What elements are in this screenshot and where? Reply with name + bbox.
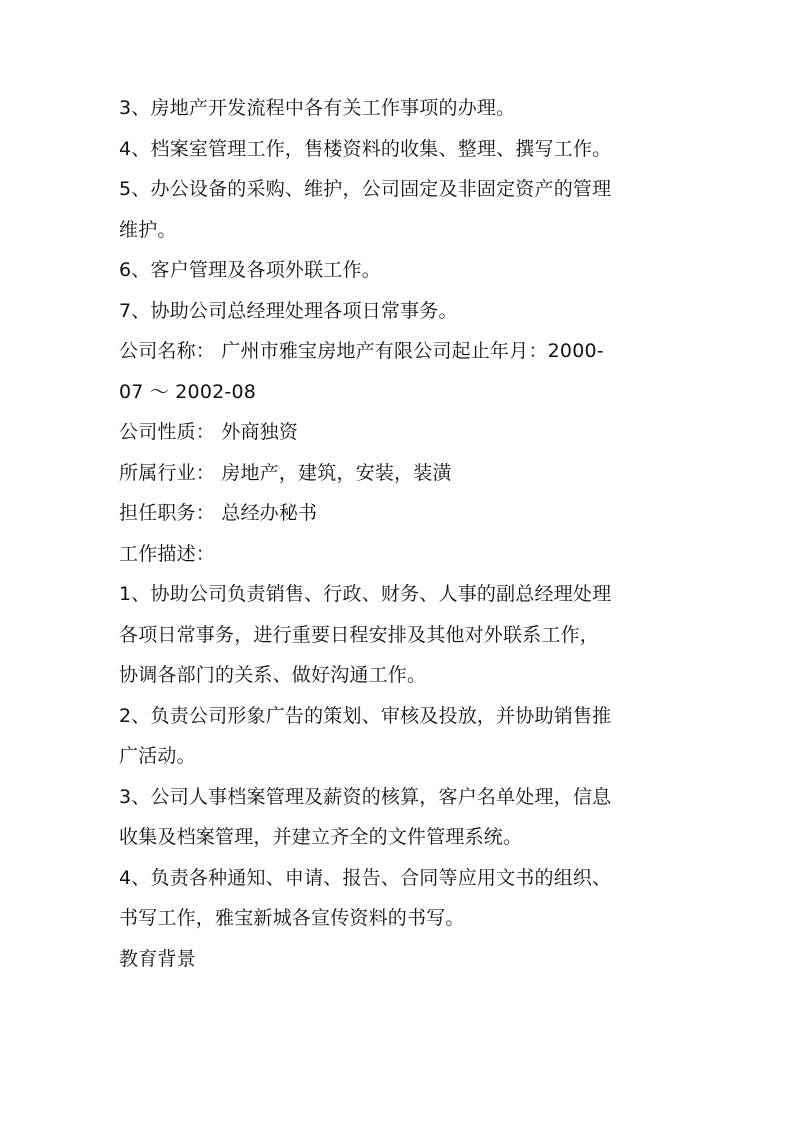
document-body: [119, 88, 679, 979]
text-line: 广活动。: [119, 745, 196, 767]
text-line: 协调各部门的关系、做好沟通工作。: [119, 664, 427, 686]
text-line: 各项日常事务，进行重要日程安排及其他对外联系工作，: [119, 623, 600, 646]
text-line: 07 ～ 2002-08: [119, 380, 257, 403]
text-line: 4、负责各种通知、申请、报告、合同等应用文书的组织、: [119, 866, 612, 889]
text-line: 收集及档案管理，并建立齐全的文件管理系统。: [119, 826, 523, 848]
text-line: 书写工作，雅宝新城各宣传资料的书写。: [119, 907, 465, 929]
text-line: 3、房地产开发流程中各有关工作事项的办理。: [119, 97, 516, 119]
text-line: 公司名称： 广州市雅宝房地产有限公司起止年月：2000-: [119, 340, 604, 362]
text-line: 6、客户管理及各项外联工作。: [119, 259, 381, 281]
text-line: 所属行业： 房地产，建筑，安装，装潢: [119, 461, 452, 484]
text-line: 4、档案室管理工作，售楼资料的收集、整理、撰写工作。: [119, 137, 612, 160]
text-line: 维护。: [119, 218, 177, 241]
text-line: 5、办公设备的采购、维护，公司固定及非固定资产的管理: [119, 178, 612, 200]
text-line: 7、协助公司总经理处理各项日常事务。: [119, 299, 458, 322]
text-line: 工作描述：: [119, 542, 216, 565]
text-line: 1、协助公司负责销售、行政、财务、人事的副总经理处理: [119, 583, 612, 605]
text-line: 3、公司人事档案管理及薪资的核算，客户名单处理，信息: [119, 785, 612, 808]
section-heading: 教育背景: [119, 947, 196, 970]
text-line: 担任职务： 总经办秘书: [119, 502, 318, 524]
text-line: 公司性质： 外商独资: [119, 421, 299, 443]
text-line: 2、负责公司形象广告的策划、审核及投放，并协助销售推: [119, 704, 612, 727]
